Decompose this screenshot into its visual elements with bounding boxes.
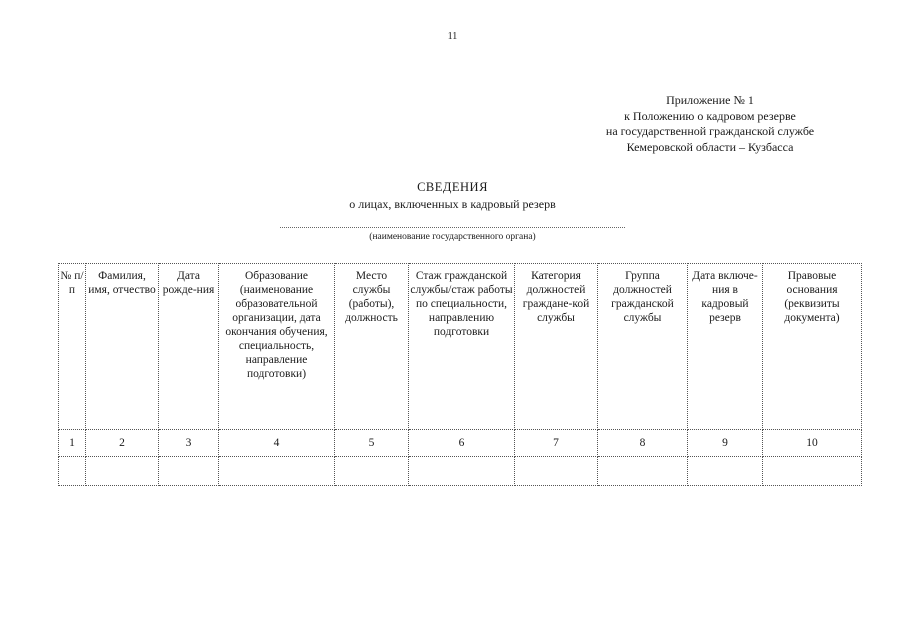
empty-cell [763, 457, 862, 486]
header-cell-workplace: Место службы (работы), должность [335, 264, 409, 430]
column-number: 4 [219, 430, 335, 457]
empty-data-row [59, 457, 862, 486]
org-name-caption: (наименование государственного органа) [369, 232, 536, 242]
appendix-line-2: к Положению о кадровом резерве [624, 108, 796, 123]
header-cell-full-name: Фамилия, имя, отчество [86, 264, 159, 430]
appendix-line-4: Кемеровской области – Кузбасса [626, 139, 794, 154]
document-subtitle: о лицах, включенных в кадровый резерв [349, 197, 556, 211]
header-cell-position-category: Категория должностей граждане-кой службы [515, 264, 598, 430]
empty-cell [598, 457, 688, 486]
column-number: 3 [159, 430, 219, 457]
header-cell-number: № п/п [59, 264, 86, 430]
document-title: СВЕДЕНИЯ [417, 180, 488, 194]
reserve-table [58, 263, 862, 486]
header-cell-birth-date: Дата рожде-ния [159, 264, 219, 430]
header-cell-education: Образование (наименование образовательной организации, дата окончания обучения, специальность, направление подготовки) [219, 264, 335, 430]
header-cell-position-group: Группа должностей гражданской службы [598, 264, 688, 430]
empty-cell [219, 457, 335, 486]
appendix-line-1: Приложение № 1 [666, 93, 754, 107]
column-number: 6 [409, 430, 515, 457]
header-cell-experience: Стаж гражданской службы/стаж работы по специальности, направлению подготовки [409, 264, 515, 430]
empty-cell [409, 457, 515, 486]
column-number: 1 [59, 430, 86, 457]
column-number-row [59, 430, 862, 457]
empty-cell [335, 457, 409, 486]
header-cell-inclusion-date: Дата включе-ния в кадровый резерв [688, 264, 763, 430]
column-number: 7 [515, 430, 598, 457]
appendix-block [560, 93, 860, 155]
empty-cell [159, 457, 219, 486]
empty-cell [59, 457, 86, 486]
empty-cell [515, 457, 598, 486]
empty-cell [86, 457, 159, 486]
column-number: 8 [598, 430, 688, 457]
column-number: 2 [86, 430, 159, 457]
column-number: 5 [335, 430, 409, 457]
empty-cell [688, 457, 763, 486]
header-row [59, 264, 862, 430]
page-number: 11 [447, 31, 458, 42]
column-number: 9 [688, 430, 763, 457]
appendix-line-3: на государственной гражданской службе [605, 124, 815, 138]
header-cell-legal-basis: Правовые основания (реквизиты документа) [763, 264, 862, 430]
column-number: 10 [763, 430, 862, 457]
org-name-line [280, 227, 625, 228]
